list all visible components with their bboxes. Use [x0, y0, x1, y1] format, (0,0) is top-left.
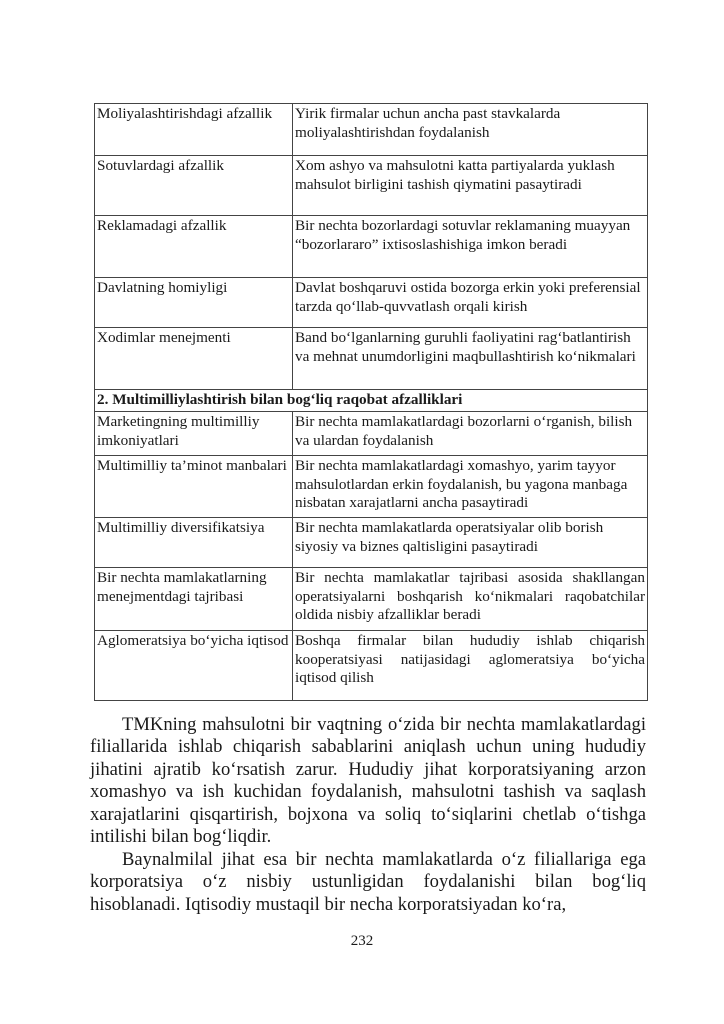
body-paragraph [90, 714, 646, 848]
paragraph-text: Baynalmilal jihat esa bir nechta mamlakatlarda o‘z filiallariga ega korporatsiya o‘z nisbiy ustunligidan foydalanishi bilan bog‘liq hisoblanadi. Iqtisodiy mustaqil bir necha korporatsiyadan ko‘ra, [90, 849, 646, 915]
desc-cell: Yirik firmalar uchun ancha past stavkalarda moliyalashtirishdan foydalanish [293, 104, 648, 156]
table-row [95, 631, 648, 701]
table-row [95, 456, 648, 518]
term-cell: Bir nechta mamlakatlarning menejmentdagi tajribasi [95, 568, 293, 631]
desc-cell: Band bo‘lganlarning guruhli faoliyatini rag‘batlantirish va mehnat unumdorligini maqbullashtirish ko‘nikmalari [293, 328, 648, 390]
table-row [95, 278, 648, 328]
term-cell: Marketingning multimilliy imkoniyatlari [95, 412, 293, 456]
term-cell: Multimilliy ta’minot manbalari [95, 456, 293, 518]
page-number: 232 [350, 933, 374, 949]
table-row [95, 328, 648, 390]
table-row [95, 412, 648, 456]
desc-cell: Davlat boshqaruvi ostida bozorga erkin yoki preferensial tarzda qo‘llab-quvvatlash orqali kirish [293, 278, 648, 328]
desc-cell: Bir nechta mamlakatlar tajribasi asosida shakllangan operatsiyalarni boshqarish ko‘nikmalari raqobatchilar oldida nisbiy afzalliklar beradi [293, 568, 648, 631]
section-header-row [95, 390, 648, 412]
table-row [95, 156, 648, 216]
desc-cell: Bir nechta mamlakatlarda operatsiyalar olib borish siyosiy va biznes qaltisligini pasaytiradi [293, 518, 648, 568]
desc-cell: Xom ashyo va mahsulotni katta partiyalarda yuklash mahsulot birligini tashish qiymatini pasaytiradi [293, 156, 648, 216]
term-cell: Moliyalashtirishdagi afzallik [95, 104, 293, 156]
term-cell: Sotuvlardagi afzallik [95, 156, 293, 216]
term-cell: Davlatning homiyligi [95, 278, 293, 328]
paragraph-text: TMKning mahsulotni bir vaqtning o‘zida bir nechta mamlakatlardagi filiallarida ishlab chiqarish sabablarini aniqlash uchun uning hududiy jihatini ajratib ko‘rsatish zarur. Hududiy jihat korporatsiyaning arzon xomashyo va ish kuchidan foydalanish, mahsulotni tashish va saqlash xarajatlarini qisqartirish, bojxona va soliq to‘siqlarini chetlab o‘tishga intilishi bilan bog‘liqdir. [90, 714, 646, 848]
table-row [95, 216, 648, 278]
advantages-table [94, 103, 648, 701]
desc-cell: Boshqa firmalar bilan hududiy ishlab chiqarish kooperatsiyasi natijasidagi aglomeratsiya bo‘yicha iqtisod qilish [293, 631, 648, 701]
desc-cell: Bir nechta mamlakatlardagi xomashyo, yarim tayyor mahsulotlardan erkin foydalanish, bu yagona manbaga nisbatan xarajatlarni ancha pasaytiradi [293, 456, 648, 518]
table-row [95, 568, 648, 631]
term-cell: Multimilliy diversifikatsiya [95, 518, 293, 568]
term-cell: Xodimlar menejmenti [95, 328, 293, 390]
term-cell: Reklamadagi afzallik [95, 216, 293, 278]
table-row [95, 518, 648, 568]
table-row [95, 104, 648, 156]
desc-cell: Bir nechta mamlakatlardagi bozorlarni o‘rganish, bilish va ulardan foydalanish [293, 412, 648, 456]
section-header: 2. Multimilliylashtirish bilan bog‘liq raqobat afzalliklari [95, 390, 648, 412]
desc-cell: Bir nechta bozorlardagi sotuvlar reklamaning muayyan “bozorlararo” ixtisoslashishiga imkon beradi [293, 216, 648, 278]
body-paragraph [90, 849, 646, 916]
term-cell: Aglomeratsiya bo‘yicha iqtisod [95, 631, 293, 701]
